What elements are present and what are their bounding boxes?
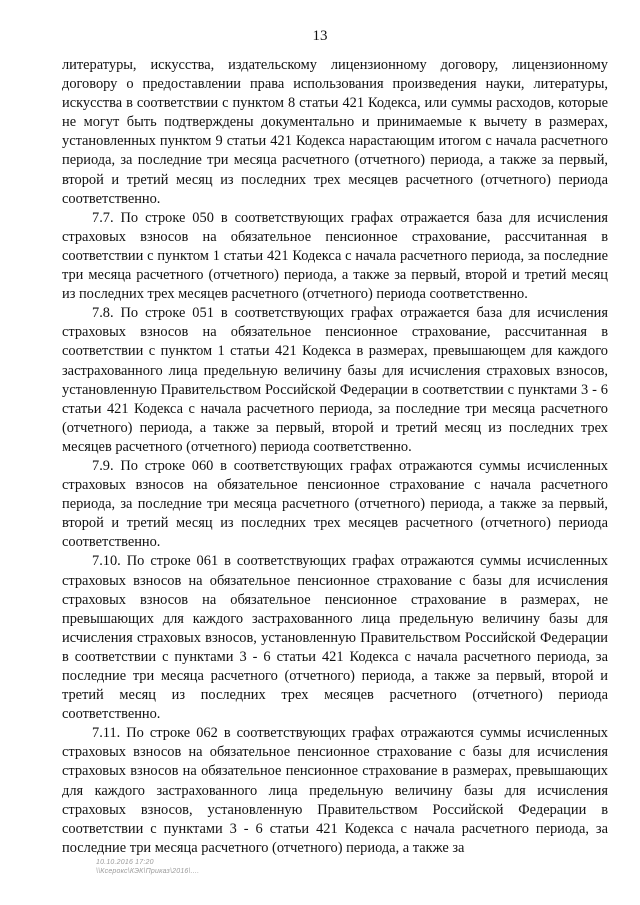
footer-stamp-date: 10.10.2016 17:20 [96, 859, 154, 866]
paragraph-7-11: 7.11. По строке 062 в соответствующих графах отражаются суммы исчисленных страховых взносов на обязательное пенсионное страхование с базы для исчисления страховых взносов на обязательное пенсионное страхование в размерах, превышающих для каждого застрахованного лица предельную величину базы для исчисления страховых взносов, установленную Правительством Российской Федерации в соответствии с пунктами 3 - 6 статьи 421 Кодекса с начала расчетного периода, за последние три месяца расчетного (отчетного) периода, а также за [62, 725, 608, 856]
document-body [62, 56, 608, 858]
paragraph-7-9: 7.9. По строке 060 в соответствующих графах отражаются суммы исчисленных страховых взносов на обязательное пенсионное страхование с начала расчетного периода, за последние три месяца расчетного (отчетного) периода, а также за первый, второй и третий месяц из последних трех месяцев расчетного (отчетного) периода соответственно. [62, 457, 608, 551]
paragraph-continuation: литературы, искусства, издательскому лицензионному договору, лицензионному договору о предоставлении права использования произведения науки, литературы, искусства в соответствии с пунктом 8 статьи 421 Кодекса, или суммы расходов, которые не могут быть подтверждены документально и принимаемые к вычету в размерах, установленных пунктом 9 статьи 421 Кодекса нарастающим итогом с начала расчетного периода, за последние три месяца расчетного (отчетного) периода, а также за первый, второй и третий месяц из последних трех месяцев расчетного (отчетного) периода соответственно. [62, 57, 608, 207]
page-number: 13 [312, 28, 328, 44]
footer-file-stamp [96, 858, 199, 876]
paragraph-7-8: 7.8. По строке 051 в соответствующих графах отражается база для исчисления страховых взносов на обязательное пенсионное страхование, рассчитанная в соответствии с пунктом 1 статьи 421 Кодекса в размерах, превышающем для каждого застрахованного лица предельную величину базы для исчисления страховых взносов, установленную Правительством Российской Федерации в соответствии с пунктами 3 - 6 статьи 421 Кодекса с начала расчетного периода, за последние три месяца расчетного (отчетного) периода, а также за первый, второй и третий месяц из последних трех месяцев расчетного (отчетного) периода соответственно. [62, 305, 608, 455]
paragraph-7-10: 7.10. По строке 061 в соответствующих графах отражаются суммы исчисленных страховых взносов на обязательное пенсионное страхование с базы для исчисления страховых взносов на обязательное пенсионное страхование в размерах, не превышающих для каждого застрахованного лица предельную величину базы для исчисления страховых взносов, установленную Правительством Российской Федерации в соответствии с пунктами 3 - 6 статьи 421 Кодекса с начала расчетного периода, за последние три месяца расчетного (отчетного) периода, а также за первый, второй и третий месяц из последних трех месяцев расчетного (отчетного) периода соответственно. [62, 553, 608, 723]
paragraph-7-7: 7.7. По строке 050 в соответствующих графах отражается база для исчисления страховых взносов на обязательное пенсионное страхование, рассчитанная в соответствии с пунктом 1 статьи 421 Кодекса с начала расчетного периода, за последние три месяца расчетного (отчетного) периода, а также за первый, второй и третий месяц из последних трех месяцев расчетного (отчетного) периода соответственно. [62, 209, 608, 303]
footer-stamp-path: \\Ксерокс\КЭК\Приказ\2016\.... [96, 868, 200, 875]
